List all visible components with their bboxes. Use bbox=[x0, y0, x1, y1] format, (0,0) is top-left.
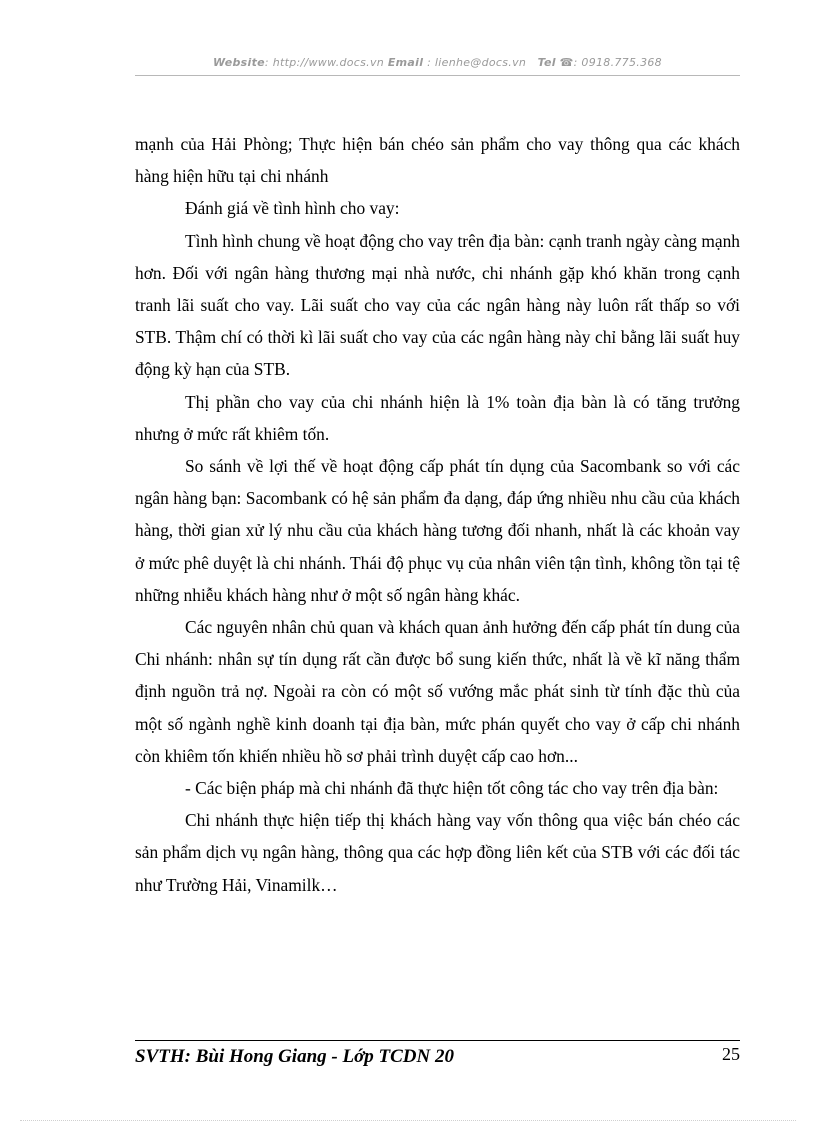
phone-icon: ☎ bbox=[559, 56, 574, 69]
paragraph-8: Chi nhánh thực hiện tiếp thị khách hàng vay vốn thông qua việc bán chéo các sản phẩm dịch vụ ngân hàng, thông qua các hợp đồng liên kết của STB với các đối tác như Trường Hải, Vinamilk… bbox=[135, 810, 740, 895]
paragraph-7: - Các biện pháp mà chi nhánh đã thực hiện tốt công tác cho vay trên địa bàn: bbox=[185, 778, 719, 799]
tel-label: Tel bbox=[537, 56, 556, 69]
document-body bbox=[135, 128, 740, 901]
paragraph-2: Đánh giá về tình hình cho vay: bbox=[185, 198, 400, 219]
website-url: : http://www.docs.vn bbox=[264, 56, 385, 69]
paragraph-6: Các nguyên nhân chủ quan và khách quan ảnh hưởng đến cấp phát tín dung của Chi nhánh: nhân sự tín dụng rất cần được bổ sung kiến thức, nhất là về kĩ năng thẩm định nguồn trả nợ. Ngoài ra còn có một số vướng mắc phát sinh từ tính đặc thù của một số ngành nghề kinh doanh tại địa bàn, mức phán quyết cho vay ở cấp chi nhánh còn khiêm tốn khiến nhiều hồ sơ phải trình duyệt cấp cao hơn... bbox=[135, 617, 740, 766]
paragraph-3: Tình hình chung về hoạt động cho vay trên địa bàn: cạnh tranh ngày càng mạnh hơn. Đối với ngân hàng thương mại nhà nước, chi nhánh gặp khó khăn trong cạnh tranh lãi suất cho vay. Lãi suất cho vay của các ngân hàng này luôn rất thấp so với STB. Thậm chí có thời kì lãi suất cho vay của các ngân hàng này chỉ bằng lãi suất huy động kỳ hạn của STB. bbox=[135, 230, 740, 380]
footer-divider bbox=[135, 1040, 740, 1041]
email-value: : lienhe@docs.vn bbox=[423, 56, 527, 69]
page-bottom-border bbox=[20, 1120, 796, 1121]
page-number: 25 bbox=[722, 1044, 740, 1064]
tel-value: : 0918.775.368 bbox=[573, 56, 662, 69]
page-header bbox=[135, 56, 740, 69]
paragraph-5: So sánh về lợi thế về hoạt động cấp phát tín dụng của Sacombank so với các ngân hàng bạn: Sacombank có hệ sản phẩm đa dạng, đáp ứng nhiều nhu cầu của khách hàng, thời gian xử lý nhu cầu của khách hàng tương đối nhanh, nhất là các khoản vay ở mức phê duyệt là chi nhánh. Thái độ phục vụ của nhân viên tận tình, không tồn tại tệ những nhiễu khách hàng như ở một số ngân hàng khác. bbox=[135, 456, 740, 605]
paragraph-4: Thị phần cho vay của chi nhánh hiện là 1% toàn địa bàn là có tăng trưởng nhưng ở mức rất khiêm tốn. bbox=[135, 391, 740, 444]
website-label: Website bbox=[213, 56, 265, 69]
footer-author: SVTH: Bùi Hong Giang - Lớp TCDN 20 bbox=[135, 1046, 454, 1067]
header-divider bbox=[135, 75, 740, 76]
paragraph-1: mạnh của Hải Phòng; Thực hiện bán chéo sản phẩm cho vay thông qua các khách hàng hiện hữu tại chi nhánh bbox=[135, 134, 740, 187]
email-label: Email bbox=[387, 56, 424, 69]
